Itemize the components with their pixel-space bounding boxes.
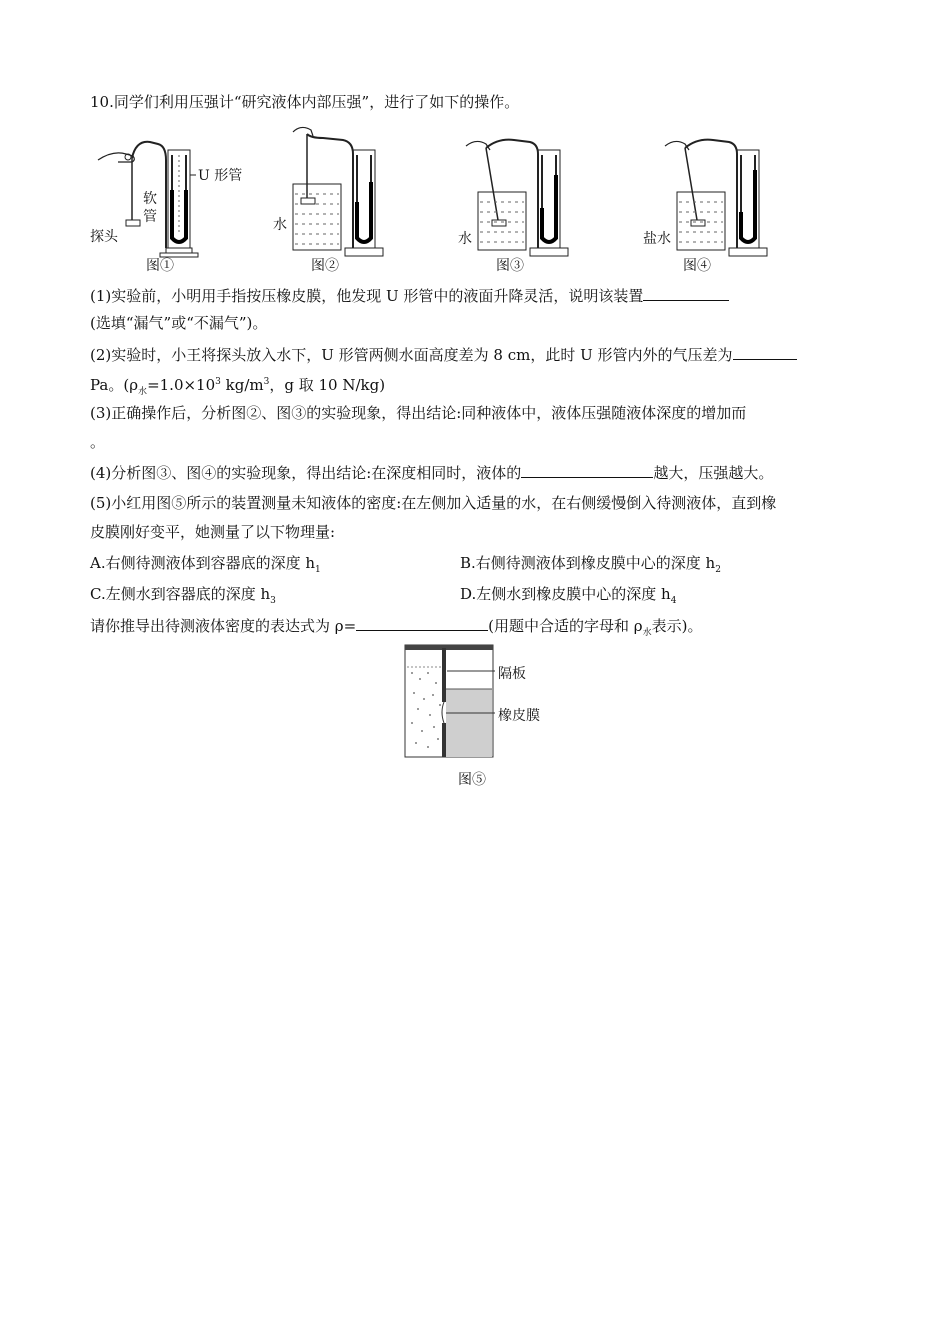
question-1-line-1 (90, 285, 729, 306)
option-a-sub: 1 (315, 565, 321, 575)
question-1-line-2: (选填“漏气”或“不漏气”)。 (90, 314, 268, 332)
question-3-line-1: (3)正确操作后，分析图②、图③的实验现象，得出结论:同种液体中，液体压强随液体深度的增加而 (90, 404, 747, 422)
figure-4-caption: 图④ (683, 258, 711, 274)
figure-5-caption: 图⑤ (458, 772, 486, 788)
question-2-line-1 (90, 344, 797, 365)
answer-blank-2[interactable] (733, 344, 797, 360)
final-question-line (90, 615, 703, 643)
answer-blank-1[interactable] (643, 285, 729, 301)
option-d-text: D.左侧水到橡皮膜中心的深度 h (460, 585, 671, 603)
option-d (460, 584, 676, 611)
figure-3-caption: 图③ (496, 258, 524, 274)
question-3-line-2 (90, 431, 105, 452)
final-pre: 请你推导出待测液体密度的表达式为 ρ= (90, 617, 357, 635)
figure-1-caption: 图① (146, 258, 174, 274)
option-a-text: A.右侧待测液体到容器底的深度 h (90, 554, 316, 572)
option-d-sub: 4 (670, 596, 677, 606)
answer-blank-5[interactable] (356, 615, 488, 631)
membrane-label: 橡皮膜 (498, 708, 540, 724)
water-label-3: 水 (458, 231, 472, 247)
q2-unit: kg/m (220, 376, 264, 394)
option-c-text: C.左侧水到容器底的深度 h (90, 585, 271, 603)
q2-post: ，g 取 10 N/kg) (269, 376, 386, 394)
figure-2 (273, 120, 403, 275)
option-c (90, 584, 276, 611)
figure-5 (400, 643, 560, 793)
option-a (90, 553, 321, 580)
figure-1 (88, 120, 258, 275)
u-tube-label: U 形管 (198, 168, 243, 184)
hose-label-1: 软 (143, 191, 157, 207)
answer-blank-4[interactable] (521, 462, 653, 478)
hose-label-2: 管 (143, 209, 157, 225)
salt-water-label: 盐水 (643, 231, 671, 247)
water-label-2: 水 (273, 217, 287, 233)
figure-3 (458, 120, 588, 275)
question-4-line (90, 462, 773, 483)
final-sub-water: 水 (642, 628, 652, 638)
question-2-text: (2)实验时，小王将探头放入水下，U 形管两侧水面高度差为 8 cm，此时 U 形管内外的气压差为 (90, 346, 733, 364)
option-b (460, 553, 721, 580)
gauge-in-water-drawing (273, 120, 403, 260)
figures-row (88, 120, 788, 275)
option-b-text: B.右侧待测液体到橡皮膜中心的深度 h (460, 554, 716, 572)
final-post: 表示)。 (651, 617, 703, 635)
question-5-line-2: 皮膜刚好变平，她测量了以下物理量: (90, 523, 336, 541)
q4-pre: (4)分析图③、图④的实验现象，得出结论:在深度相同时，液体的 (90, 464, 522, 482)
q2-sub-water: 水 (138, 387, 148, 397)
question-5-line-1: (5)小红用图⑤所示的装置测量未知液体的密度:在左侧加入适量的水，在右侧缓慢倒入待测液体，直到橡 (90, 494, 777, 512)
q4-post: 越大，压强越大。 (653, 464, 774, 482)
container-partition-drawing (400, 643, 560, 763)
q2-pre: Pa。(ρ (90, 376, 139, 394)
q3-period: 。 (90, 433, 106, 451)
question-2-line-2 (90, 372, 385, 402)
question-1-text: (1)实验前，小明用手指按压橡皮膜，他发现 U 形管中的液面升降灵活，说明该装置 (90, 287, 644, 305)
figure-2-caption: 图② (311, 258, 339, 274)
gauge-deeper-water-drawing (458, 120, 588, 260)
option-b-sub: 2 (715, 565, 721, 575)
question-intro: 10.同学们利用压强计“研究液体内部压强”，进行了如下的操作。 (90, 93, 520, 111)
final-mid: (用题中合适的字母和 ρ (488, 617, 643, 635)
q2-mid: =1.0×10 (147, 376, 216, 394)
q2-sup-2: 3 (263, 377, 270, 387)
option-c-sub: 3 (270, 596, 276, 606)
partition-label: 隔板 (498, 666, 526, 682)
figure-4 (643, 120, 788, 275)
q2-sup: 3 (215, 377, 221, 387)
probe-label: 探头 (90, 229, 118, 245)
